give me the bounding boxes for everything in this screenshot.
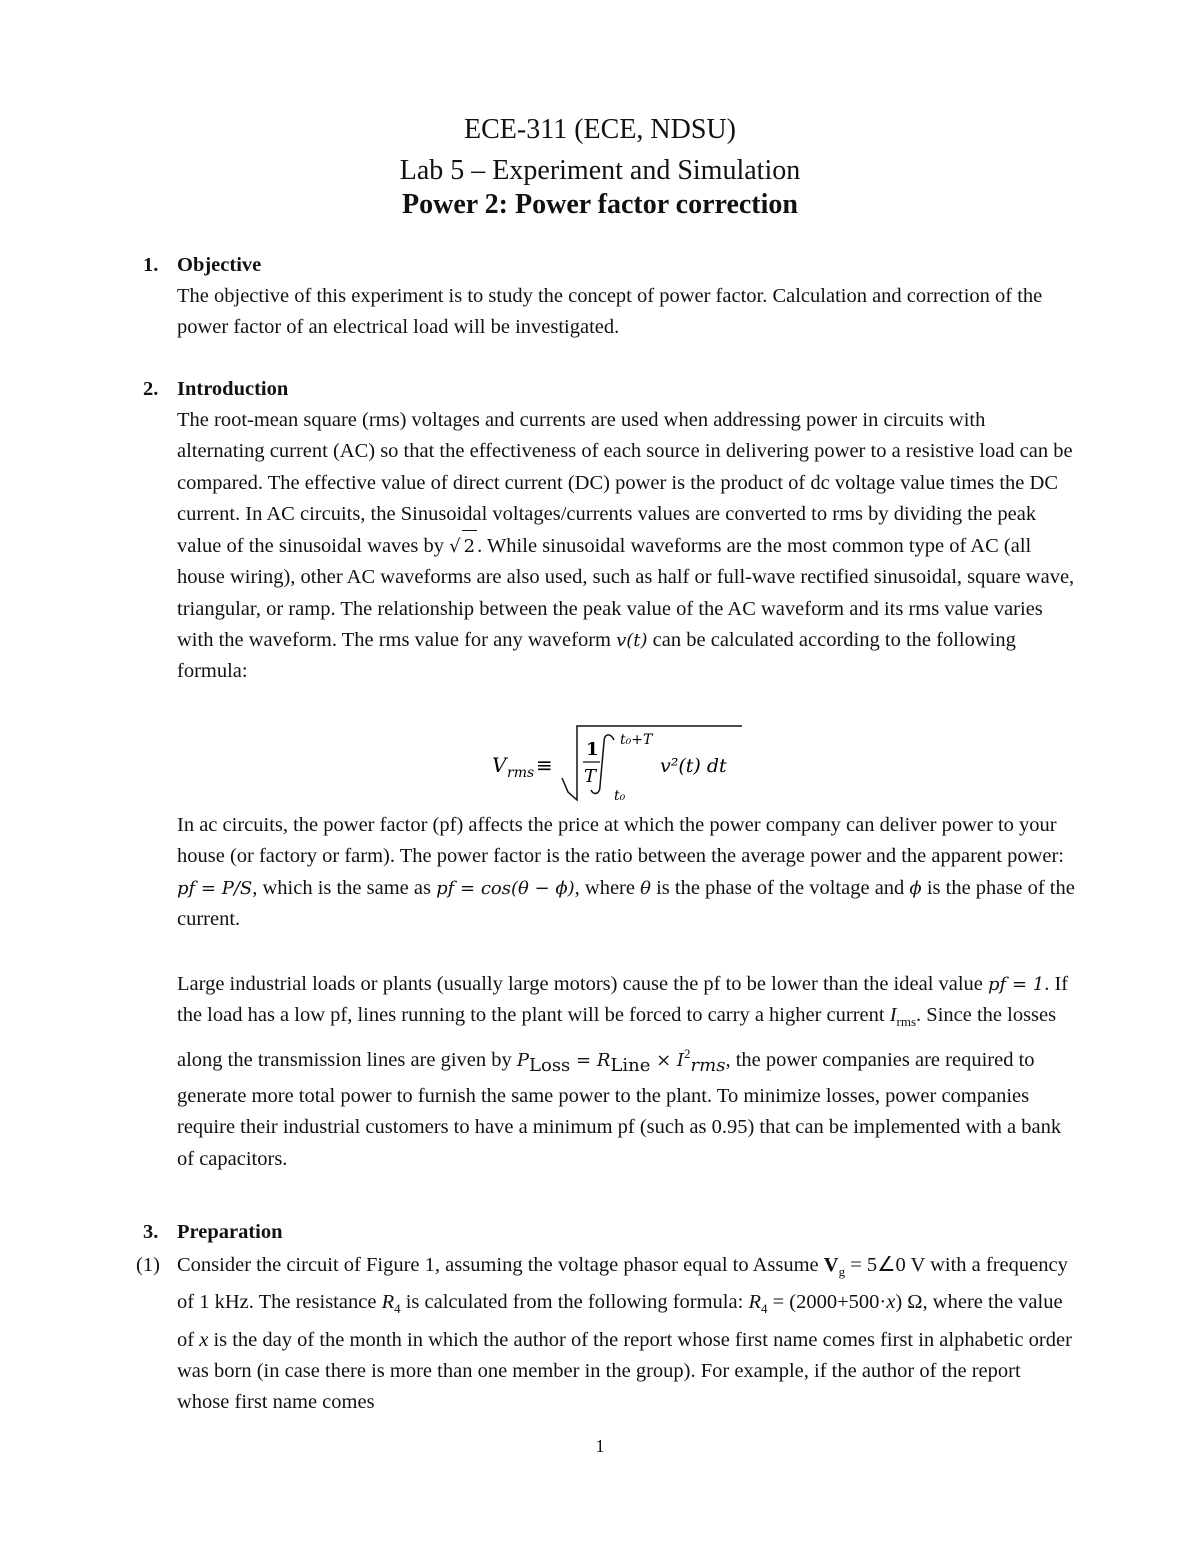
section-title: Objective bbox=[177, 254, 262, 276]
svg-text:T: T bbox=[584, 766, 597, 787]
rms-formula bbox=[480, 720, 760, 806]
svg-text:t₀: t₀ bbox=[614, 788, 626, 804]
introduction-paragraph-3: Large industrial loads or plants (usually large motors) cause the pf to be lower than the ideal value pf = 1. If the load has a low pf, lines running to the plant will be forced to carry a higher current $I_{rms}$. Since the losses along the transmission lines are given by $P_{Loss} = R_{Line} \times I^2_{rms}$, the power companies are required to generate more total power to furnish the same power to the plant. To minimize losses, power companies require their industrial customers to have a minimum pf (such as 0.95) that can be implemented with a bank of capacitors. bbox=[177, 973, 1069, 1170]
section-introduction-heading bbox=[143, 378, 288, 401]
lab-title: Lab 5 – Experiment and Simulation bbox=[399, 155, 801, 186]
svg-text:v²(t) dt: v²(t) dt bbox=[660, 755, 727, 777]
section-title: Preparation bbox=[177, 1221, 283, 1243]
svg-text:≡: ≡ bbox=[536, 753, 553, 777]
objective-text: The objective of this experiment is to study the concept of power factor. Calculation and correction of the power factor of an electrical load will be investigated. bbox=[177, 285, 1043, 339]
introduction-paragraph-1: The root-mean square (rms) voltages and currents are used when addressing power in circuits with alternating current (AC) so that the effectiveness of each source in delivering power to a resistive load can be compared. The effective value of direct current (DC) power is the product of dc voltage value times the DC current. In AC circuits, the Sinusoidal voltages/currents values are converted to rms by dividing the peak value of the sinusoidal waves by √ 2. While sinusoidal waveforms are the most common type of AC (all house wiring), other AC waveforms are also used, such as half or full-wave rectified sinusoidal, square wave, triangular, or ramp. The relationship between the peak value of the AC waveform and its rms value varies with the waveform. The rms value for any waveform v(t) can be calculated according to the following formula: bbox=[177, 409, 1075, 683]
introduction-paragraph-2: In ac circuits, the power factor (pf) affects the price at which the power company can deliver power to your house (or factory or farm). The power factor is the ratio between the average power and the apparent power: pf = P/S, which is the same as pf = cos(θ − ϕ), where θ is the phase of the voltage and ϕ is the phase of the current. bbox=[177, 814, 1075, 930]
section-title: Introduction bbox=[177, 378, 289, 400]
preparation-item-1: Consider the circuit of Figure 1, assuming the voltage phasor equal to Assume $V_g$ = 5∠0 V with a frequency of 1 kHz. The resistance $R_4$ is calculated from the following formula: $R_4 = (2000+500\cdot x)$ Ω, where the value of x is the day of the month in which the author of the report whose first name comes first in alphabetic order was born (in case there is more than one member in the group). For example, if the author of the report whose first name comes bbox=[177, 1254, 1072, 1414]
section-preparation-heading bbox=[143, 1221, 283, 1244]
section-number: 2. bbox=[143, 378, 159, 400]
section-number: 3. bbox=[143, 1221, 159, 1243]
svg-text:V: V bbox=[492, 753, 507, 777]
section-objective-heading bbox=[143, 254, 261, 277]
topic-title: Power 2: Power factor correction bbox=[402, 189, 798, 220]
svg-text:t₀+T: t₀+T bbox=[620, 732, 653, 748]
svg-text:rms: rms bbox=[507, 765, 535, 781]
course-title: ECE-311 (ECE, NDSU) bbox=[464, 114, 736, 145]
preparation-item-label: (1) bbox=[136, 1254, 160, 1276]
svg-text:1: 1 bbox=[586, 739, 599, 760]
section-number: 1. bbox=[143, 254, 159, 276]
page-number: 1 bbox=[595, 1436, 605, 1456]
